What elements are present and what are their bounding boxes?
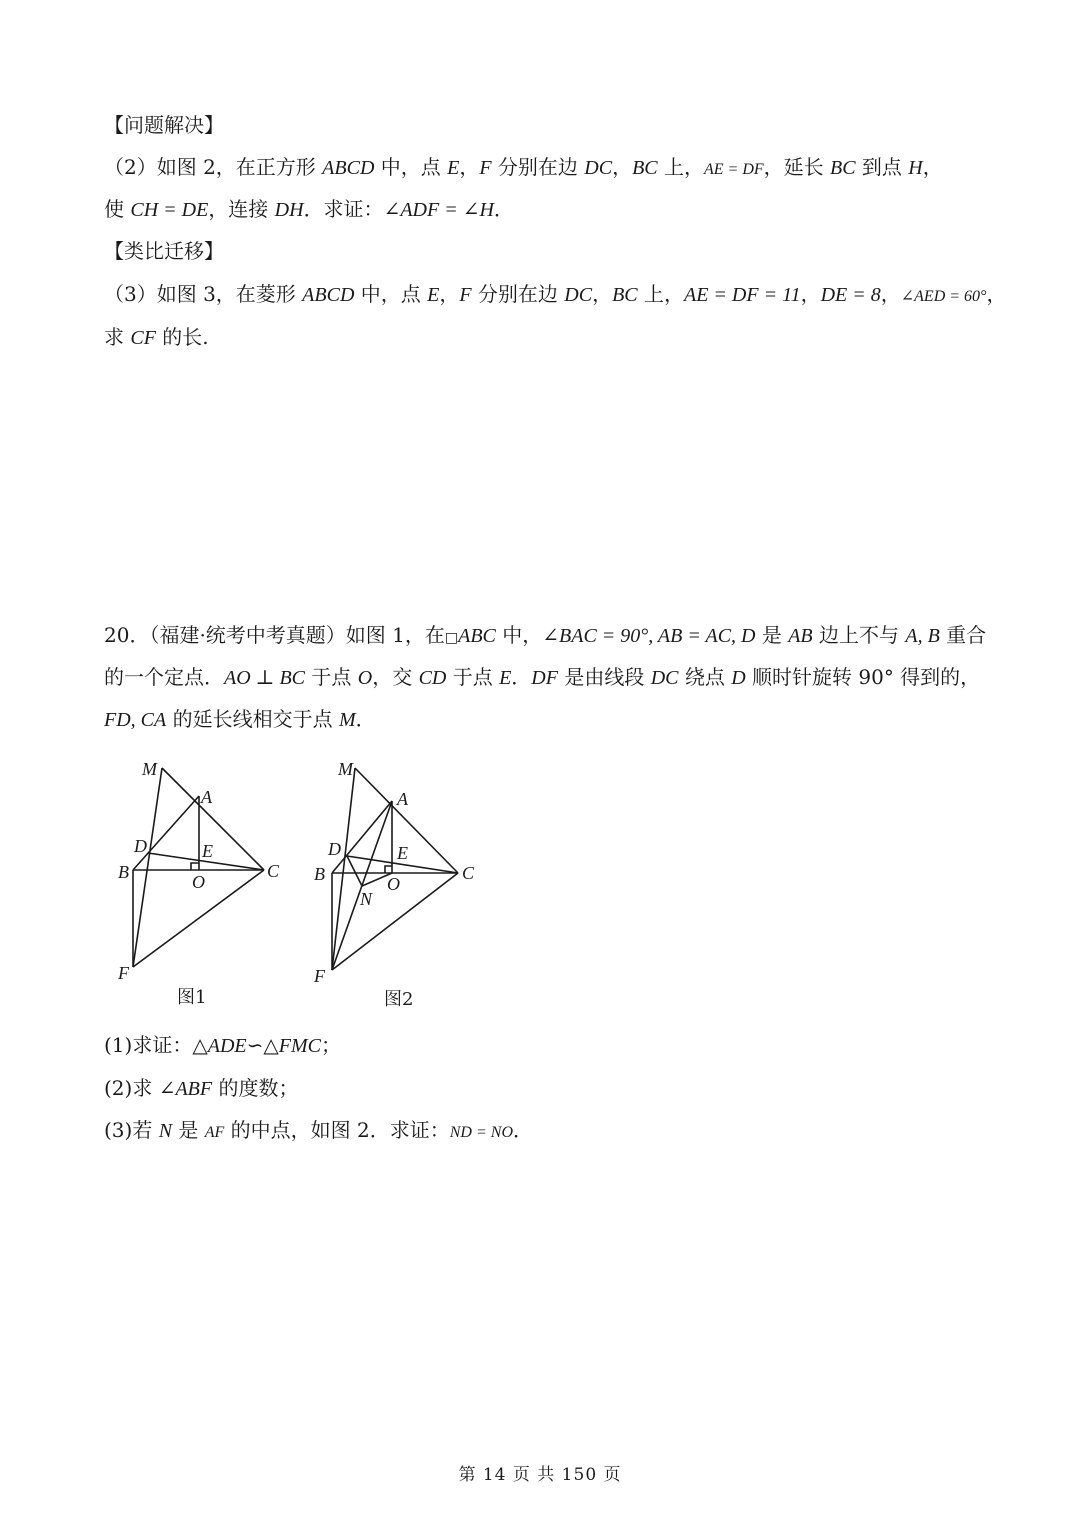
fig1-label-C: C	[267, 861, 280, 881]
fig2-right-angle	[385, 866, 392, 873]
fig2-seg-DN	[347, 856, 362, 886]
q2-line-1: （2）如图 2，在正方形 ABCD 中，点 E，F 分别在边 DC，BC 上，AE = DF，延长 BC 到点 H，	[104, 155, 943, 179]
fig2-label-A: A	[397, 789, 408, 809]
problem20-sub-3: (3)若 N 是 AF 的中点，如图 2．求证：ND = NO．	[104, 1118, 533, 1142]
q3-line-2: 求 CF 的长.	[104, 325, 209, 349]
fig1-seg-MF	[133, 768, 162, 967]
q3-line-1: （3）如图 3，在菱形 ABCD 中，点 E，F 分别在边 DC，BC 上，AE = DF = 11，DE = 8，∠AED = 60°，	[104, 282, 1007, 306]
figure-1-caption: 图1	[177, 987, 207, 1008]
figure-2	[310, 755, 500, 999]
fig2-label-C: C	[462, 863, 475, 883]
page-footer: 第 14 页 共 150 页	[458, 1465, 622, 1485]
fig2-label-M: M	[338, 759, 353, 779]
fig1-seg-MC	[162, 768, 264, 870]
fig1-label-O: O	[192, 872, 205, 892]
problem20-sub-2: (2)求 ∠ABF 的度数；	[104, 1076, 299, 1100]
fig2-label-E: E	[397, 843, 408, 863]
fig2-label-O: O	[387, 874, 400, 894]
fig1-label-B: B	[118, 862, 129, 882]
fig2-label-N: N	[360, 889, 373, 909]
fig1-label-M: M	[142, 759, 157, 779]
fig2-label-F: F	[314, 966, 325, 986]
fig1-label-E: E	[202, 841, 213, 861]
fig1-label-A: A	[201, 787, 212, 807]
problem20-line-1: 20．（福建·统考中考真题）如图 1，在□ABC 中，∠BAC = 90°, AB = AC, D 是 AB 边上不与 A, B 重合	[104, 623, 987, 647]
problem20-sub-1: (1)求证：△ADE∽△FMC；	[104, 1033, 341, 1057]
q2-line-2: 使 CH = DE，连接 DH．求证：∠ADF = ∠H．	[104, 197, 514, 221]
fig1-label-F: F	[118, 963, 129, 983]
figure-2-caption: 图2	[384, 989, 414, 1010]
fig2-label-D: D	[328, 839, 341, 859]
fig2-label-B: B	[314, 864, 325, 884]
fig1-label-D: D	[134, 836, 147, 856]
figure-1	[110, 755, 300, 999]
section-heading-problem-solving: 【问题解决】	[104, 113, 224, 137]
problem20-line-2: 的一个定点．AO ⊥ BC 于点 O，交 CD 于点 E．DF 是由线段 DC 绕点 D 顺时针旋转 90° 得到的，	[104, 665, 981, 689]
fig1-right-angle	[191, 863, 199, 870]
section-heading-analogy: 【类比迁移】	[104, 239, 224, 263]
problem20-line-3: FD, CA 的延长线相交于点 M．	[104, 707, 376, 731]
